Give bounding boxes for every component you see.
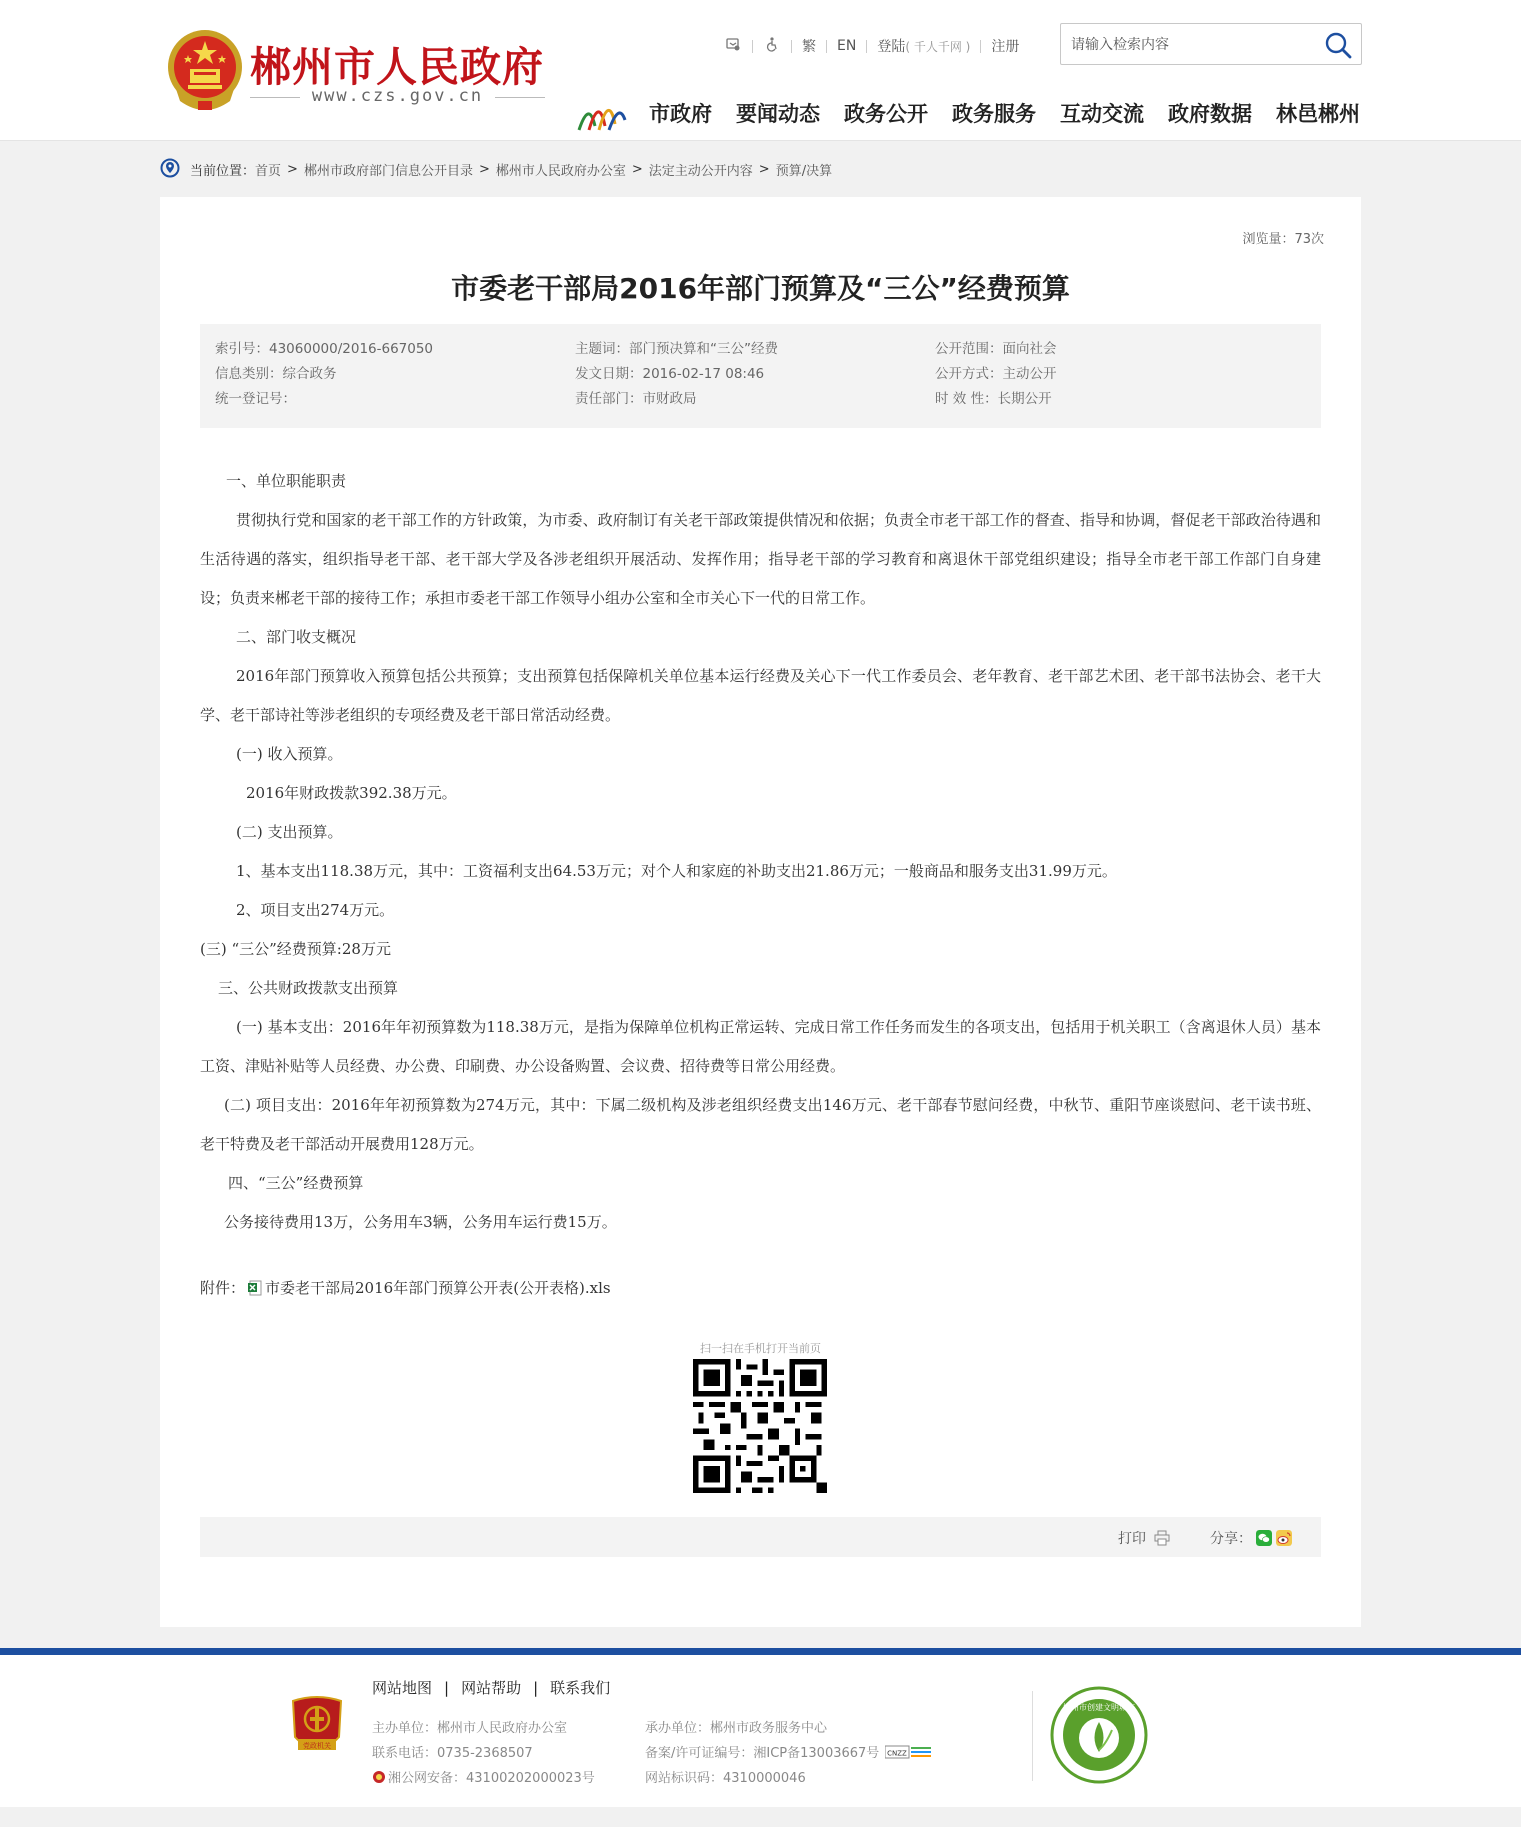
printer-icon [1154,1530,1170,1546]
bottom-strip [0,1807,1521,1827]
location-pin-icon [160,158,180,180]
article-paragraph: 1、基本支出118.38万元，其中：工资福利支出64.53万元；对个人和家庭的补助支出21.86万元；一般商品和服务支出31.99万元。 [236,862,1117,880]
meta-dept: 责任部门：市财政局 [575,391,697,407]
nav-item-government-data[interactable]: 政府数据 [1168,102,1252,126]
qr-code-icon [693,1359,827,1493]
footer-icp-record [645,1742,931,1761]
article-subheading: (一) 收入预算。 [236,745,343,763]
police-badge-icon [372,1770,386,1784]
nav-item-city-government[interactable]: 市政府 [649,102,712,126]
civilization-city-badge-icon[interactable] [1050,1686,1148,1784]
article-heading: 一、单位职能职责 [226,472,347,490]
breadcrumb-statutory[interactable]: 法定主动公开内容 [648,163,753,179]
breadcrumb-budget[interactable]: 预算/决算 [775,163,833,179]
article-card [160,197,1361,1627]
meta-index-no: 索引号：43060000/2016-667050 [215,341,434,357]
site-header [0,0,1521,141]
civil-badge-text: 郴州市创建文明城市 [1063,1703,1135,1712]
share-label: 分享： [1210,1531,1252,1547]
article-paragraph: 2016年部门预算收入预算包括公共预算；支出预算包括保障机关单位基本运行经费及关心下一代工作委员会、老年教育、老干部艺术团、老干部书法协会、老干大学、老干部诗社等涉老组织的专项经费及老干部日常活动经费。 [200,667,1321,724]
nav-item-linyi-chenzhou[interactable]: 林邑郴州 [1276,102,1360,126]
site-name[interactable]: 郴州市人民政府 [250,43,544,91]
weibo-icon[interactable] [1276,1530,1292,1546]
breadcrumb-arrow: > [758,161,770,177]
article-heading: 二、部门收支概况 [236,628,357,646]
article-subheading: (二) 支出预算。 [236,823,343,841]
footer-police-text[interactable]: 湘公网安备：43100202000023号 [388,1771,595,1786]
share-group [1210,1528,1292,1548]
footer-phone: 联系电话：0735-2368507 [372,1746,533,1761]
breadcrumb-label: 当前位置： [190,163,256,179]
footer-icp-text[interactable]: 备案/许可证编号：湘ICP备13003667号 [645,1746,880,1761]
article-paragraph: 贯彻执行党和国家的老干部工作的方针政策，为市委、政府制订有关老干部政策提供情况和依据；负责全市老干部工作的督查、指导和协调，督促老干部政治待遇和生活待遇的落实，组织指导老干部、老干部大学及各涉老组织开展活动、发挥作用；指导老干部的学习教育和离退休干部党组织建设；指导全市老干部工作部门自身建设；负责来郴老干部的接待工作；承担市委老干部工作领导小组办公室和全市关心下一代的日常工作。 [200,511,1321,607]
attachment-label: 附件： [200,1279,246,1297]
footer-link-sitemap[interactable]: 网站地图 [372,1679,433,1697]
nav-item-services[interactable]: 政务服务 [952,102,1036,126]
svg-text:CNZZ: CNZZ [887,1749,908,1757]
attachment-link[interactable]: 市委老干部局2016年部门预算公开表(公开表格).xls [265,1279,611,1297]
toplink-separator [826,40,827,53]
article-paragraph: (一) 基本支出：2016年年初预算数为118.38万元，是指为保障单位机构正常运转、完成日常工作任务而发生的各项支出，包括用于机关职工（含离退休人员）基本工资、津贴补贴等人员经费、办公费、印刷费、办公设备购置、会议费、招待费等日常公用经费。 [200,1018,1321,1075]
article-subheading: (三) “三公”经费预算:28万元 [200,940,391,958]
meta-reg-no: 统一登记号： [215,391,296,407]
breadcrumb-office[interactable]: 郴州市人民政府办公室 [495,163,626,179]
footer-link-help[interactable]: 网站帮助 [461,1679,522,1697]
national-emblem-icon[interactable] [166,27,244,112]
footer-operator: 承办单位：郴州市政务服务中心 [645,1721,828,1736]
print-label: 打印 [1118,1531,1146,1547]
meta-category: 信息类别：综合政务 [215,366,337,382]
footer-link-separator: | [533,1678,539,1697]
search-icon[interactable] [1323,30,1353,60]
nav-item-public-affairs[interactable]: 政务公开 [844,102,928,126]
search-box [1060,23,1362,65]
article-paragraph: 2016年财政拨款392.38万元。 [246,784,457,802]
view-count: 浏览量：73次 [1242,232,1324,247]
footer-link-contact[interactable]: 联系我们 [550,1679,611,1697]
footer-link-separator: | [444,1678,450,1697]
site-footer [0,1655,1521,1807]
meta-date: 发文日期：2016-02-17 08:46 [575,366,765,382]
meta-mode: 公开方式：主动公开 [935,366,1057,382]
footer-divider [1032,1691,1033,1781]
toplink-separator [752,40,753,53]
top-links [724,36,1019,56]
breadcrumb-arrow: > [287,161,298,177]
article-paragraph: 公务接待费用13万，公务用车3辆，公务用车运行费15万。 [224,1213,617,1231]
breadcrumb-arrow: > [631,161,643,177]
city-logo-icon [575,90,627,134]
meta-validity: 时 效 性：长期公开 [935,391,1052,407]
article-paragraph: 2、项目支出274万元。 [236,901,395,919]
article-body [200,462,1321,1242]
article-meta [200,324,1321,428]
register-link[interactable]: 注册 [991,39,1020,55]
site-url: www.czs.gov.cn [250,86,545,106]
article-heading: 三、公共财政拨款支出预算 [218,979,399,997]
excel-file-icon [247,1280,263,1296]
meta-scope: 公开范围：面向社会 [935,341,1057,357]
search-input[interactable] [1071,34,1311,56]
attachment [200,1277,611,1298]
barrier-free-icon[interactable] [724,36,742,56]
breadcrumb [160,158,832,180]
toplink-separator [980,40,981,53]
footer-police-record [372,1767,595,1786]
footer-divider-bar [0,1648,1521,1655]
print-button[interactable] [1118,1528,1170,1548]
accessibility-icon[interactable] [763,36,781,56]
footer-host: 主办单位：郴州市人民政府办公室 [372,1721,568,1736]
article-paragraph: (二) 项目支出：2016年年初预算数为274万元，其中：下属二级机构及涉老组织经费支出146万元、老干部春节慰问经费，中秋节、重阳节座谈慰问、老干读书班、老干特费及老干部活动开展费用128万元。 [200,1096,1321,1153]
footer-links [372,1677,610,1698]
nav-item-interaction[interactable]: 互动交流 [1060,102,1144,126]
english-link[interactable]: EN [837,38,857,54]
footer-site-code: 网站标识码：4310000046 [645,1771,806,1786]
breadcrumb-arrow: > [478,161,490,177]
party-badge-text: 党政机关 [303,1742,331,1750]
nav-item-news[interactable]: 要闻动态 [736,102,820,126]
toplink-separator [791,40,792,53]
qr-caption: 扫一扫在手机打开当前页 [700,1342,821,1355]
wechat-icon[interactable] [1256,1530,1272,1546]
main-nav [649,98,1360,128]
breadcrumb-directory[interactable]: 郴州市政府部门信息公开目录 [303,163,473,179]
traditional-chinese-link[interactable]: 繁 [802,39,816,55]
cnzz-stats-icon[interactable] [885,1745,931,1759]
login-note: ( 千人千网 ) [905,39,971,54]
breadcrumb-home[interactable]: 首页 [255,163,282,179]
article-heading: 四、“三公”经费预算 [228,1174,364,1192]
share-bar [200,1517,1321,1557]
party-government-badge-icon[interactable] [290,1695,344,1759]
toplink-separator [866,40,867,53]
login-link[interactable]: 登陆 [877,39,906,55]
article-title: 市委老干部局2016年部门预算及“三公”经费预算 [451,272,1070,305]
meta-subject: 主题词：部门预决算和“三公”经费 [575,341,778,357]
